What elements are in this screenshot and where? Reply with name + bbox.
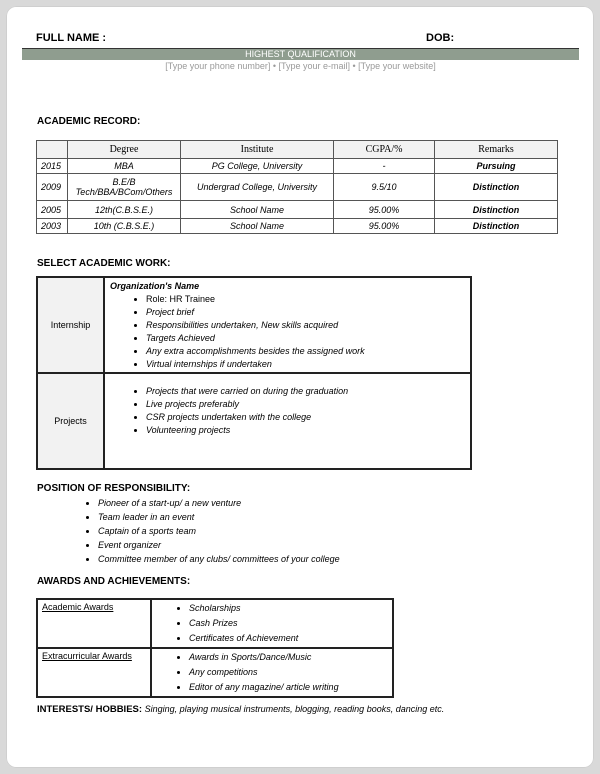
list-item: • Event organizer [98,538,340,552]
list-item: • Targets Achieved [146,332,469,345]
table-row [37,219,558,234]
hobbies-label: INTERESTS/ HOBBIES: [37,704,143,715]
list-item: • Awards in Sports/Dance/Music [189,650,391,665]
academic-header-row [37,141,558,159]
hobbies-line [37,704,444,715]
projects-row [37,373,471,469]
table-row [37,174,558,201]
academic-work-title: SELECT ACADEMIC WORK: [37,258,171,269]
name-bar [22,30,579,49]
organization-name: Organization's Name [110,281,200,291]
internship-row [37,277,471,373]
list-item: • Any competitions [189,665,391,680]
list-item: • CSR projects undertaken with the college [146,411,469,424]
hobbies-text: Singing, playing musical instruments, blogging, reading books, dancing etc. [144,704,445,714]
academic-awards-row [37,599,393,648]
extracurricular-awards-label: Extracurricular Awards [42,651,132,661]
extracurricular-awards-details [151,648,393,697]
projects-list [106,385,469,437]
year-cell: 2015 [37,159,68,174]
list-item: • Projects that were carried on during the graduation [146,385,469,398]
table-row [37,201,558,219]
col-header-remarks: Remarks [435,141,558,159]
col-header-year [37,141,68,159]
projects-details [104,373,471,469]
institute-cell: PG College, University [181,159,334,174]
list-item: • Captain of a sports team [98,524,340,538]
remarks-cell: Distinction [435,219,558,234]
col-header-degree: Degree [68,141,181,159]
resume-header [22,30,579,71]
list-item: • Live projects preferably [146,398,469,411]
institute-cell: School Name [181,201,334,219]
year-cell: 2005 [37,201,68,219]
academic-table [36,140,558,234]
institute-cell: School Name [181,219,334,234]
list-item: • Team leader in an event [98,510,340,524]
list-item: • Project brief [146,306,469,319]
awards-title: AWARDS AND ACHIEVEMENTS: [37,576,191,587]
extracurricular-awards-label-cell [37,648,151,697]
internship-label: Internship [37,277,104,373]
responsibility-list [58,496,340,566]
academic-work-table [36,276,472,470]
institute-cell: Undergrad College, University [181,174,334,201]
remarks-cell: Distinction [435,174,558,201]
degree-cell: 12th(C.B.S.E.) [68,201,181,219]
list-item: • Committee member of any clubs/ committees of your college [98,552,340,566]
col-header-institute: Institute [181,141,334,159]
list-item: • Virtual internships if undertaken [146,358,469,371]
academic-awards-details [151,599,393,648]
list-item: • Responsibilities undertaken, New skills acquired [146,319,469,332]
awards-table [36,598,394,698]
academic-record-title: ACADEMIC RECORD: [37,116,141,127]
year-cell: 2003 [37,219,68,234]
degree-cell: B.E/B Tech/BBA/BCom/Others [68,174,181,201]
projects-label: Projects [37,373,104,469]
extracurricular-awards-row [37,648,393,697]
list-item: • Scholarships [189,601,391,616]
academic-awards-label: Academic Awards [42,602,114,612]
year-cell: 2009 [37,174,68,201]
list-item: • Pioneer of a start-up/ a new venture [98,496,340,510]
resume-page [6,6,594,768]
dob-label: DOB: [426,32,455,44]
remarks-cell: Pursuing [435,159,558,174]
degree-cell: MBA [68,159,181,174]
academic-awards-label-cell [37,599,151,648]
contact-line: [Type your phone number] • [Type your e-mail] • [Type your website] [165,61,436,71]
internship-details [104,277,471,373]
table-row [37,159,558,174]
list-item: • Any extra accomplishments besides the assigned work [146,345,469,358]
full-name-label: FULL NAME : [36,32,107,44]
cgpa-cell: 95.00% [334,219,435,234]
cgpa-cell: 9.5/10 [334,174,435,201]
academic-awards-list [153,601,391,646]
degree-cell: 10th (C.B.S.E.) [68,219,181,234]
cgpa-cell: 95.00% [334,201,435,219]
internship-list [106,293,469,371]
responsibility-title: POSITION OF RESPONSIBILITY: [37,483,191,494]
list-item: • Editor of any magazine/ article writing [189,680,391,695]
list-item: • Certificates of Achievement [189,631,391,646]
cgpa-cell: - [334,159,435,174]
list-item: • Role: HR Trainee [146,293,469,306]
highest-qualification-bar: HIGHEST QUALIFICATION [22,49,579,60]
extracurricular-awards-list [153,650,391,695]
list-item: • Volunteering projects [146,424,469,437]
remarks-cell: Distinction [435,201,558,219]
col-header-cgpa: CGPA/% [334,141,435,159]
list-item: • Cash Prizes [189,616,391,631]
